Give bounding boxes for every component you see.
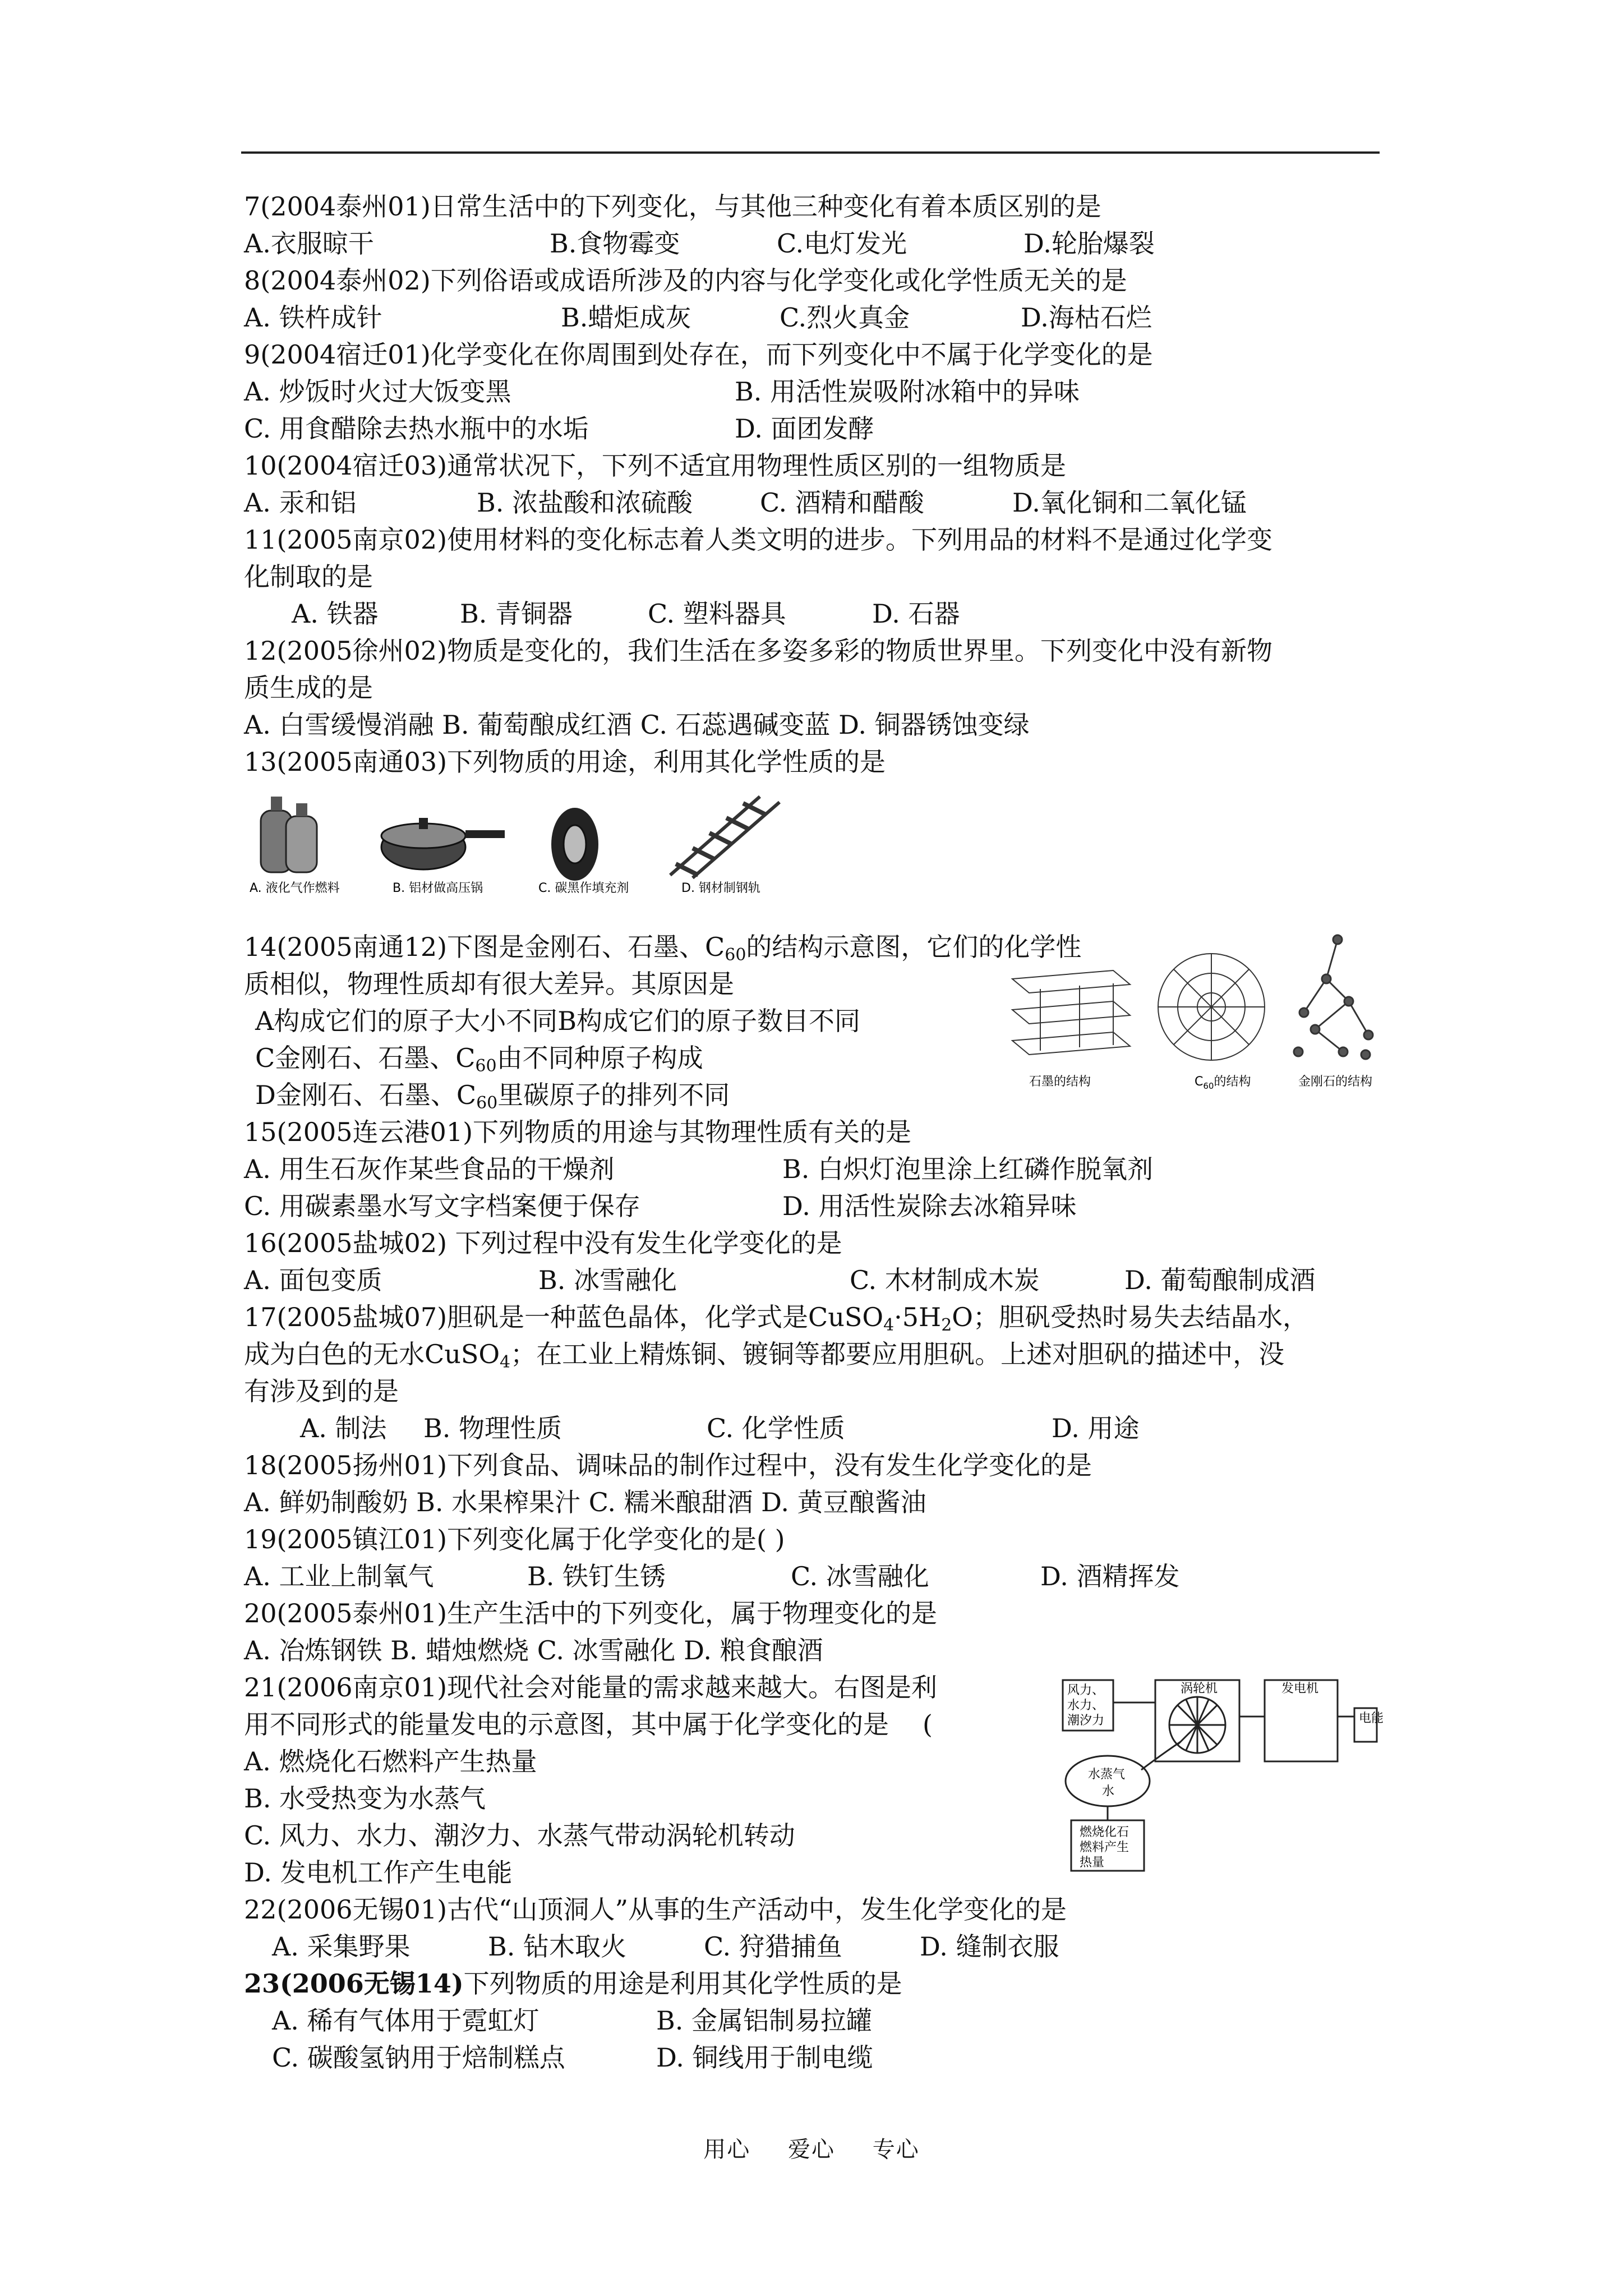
q7-option-c: C.电灯发光: [777, 228, 907, 259]
q17-stem-line1: [244, 1299, 1308, 1336]
q14-stem-post: 的结构示意图，它们的化学性: [746, 932, 1082, 962]
q21-option-a: A. 燃烧化石燃料产生热量: [244, 1746, 537, 1777]
diamond-structure-icon: [1294, 935, 1373, 1059]
q7-stem: 7(2004泰州01)日常生活中的下列变化，与其他三种变化有着本质区别的是: [244, 191, 1101, 222]
q21-label-turbine: 涡轮机: [1181, 1682, 1218, 1696]
q10-option-d: D.氧化铜和二氧化锰: [1012, 487, 1247, 518]
q8-option-b: B.蜡炬成灰: [561, 302, 691, 333]
graphite-structure-icon: [1012, 970, 1130, 1055]
q21-power-diagram: [1052, 1669, 1388, 1876]
q12-stem-line1: 12(2005徐州02)物质是变化的，我们生活在多姿多彩的物质世界里。下列变化中没有新物: [244, 636, 1273, 666]
q23-options-cd: [244, 2039, 1388, 2076]
q15-option-b: B. 白炽灯泡里涂上红磷作脱氧剂: [782, 1154, 1154, 1184]
q20-options: A. 冶炼钢铁 B. 蜡烛燃烧 C. 冰雪融化 D. 粮食酿酒: [244, 1635, 823, 1665]
q10-stem: 10(2004宿迁03)通常状况下，下列不适宜用物理性质区别的一组物质是: [244, 450, 1067, 481]
q14-stem-sub: 60: [725, 945, 746, 965]
q17-l2-b: ；在工业上精炼铜、镀铜等都要应用胆矾。上述对胆矾的描述中，没: [510, 1339, 1285, 1369]
q13-label-c: C. 碳黑作填充剂: [538, 881, 629, 895]
q21-label-fuel-1: 燃烧化石: [1080, 1825, 1129, 1839]
q9-option-d: D. 面团发酵: [735, 413, 874, 444]
q11-stem-line2: 化制取的是: [244, 562, 373, 592]
q8-option-a: A. 铁杵成针: [244, 302, 382, 333]
q9-options-cd: [244, 410, 1388, 447]
q7-option-a: A.衣服晾干: [244, 228, 374, 259]
q13-label-d: D. 钢材制钢轨: [681, 881, 760, 895]
q14-option-d: [255, 1076, 730, 1114]
q14-option-b: B构成它们的原子数目不同: [557, 1006, 861, 1036]
q14-option-a: A构成它们的原子大小不同: [255, 1006, 558, 1036]
q12-stem-line2: 质生成的是: [244, 673, 373, 703]
q19-options: [244, 1558, 1388, 1595]
q15-stem: 15(2005连云港01)下列物质的用途与其物理性质有关的是: [244, 1117, 912, 1147]
q11-option-c: C. 塑料器具: [648, 599, 786, 629]
q13-label-b: B. 铝材做高压锅: [393, 881, 483, 895]
q23-option-c: C. 碳酸氢钠用于焙制糕点: [272, 2042, 565, 2073]
footer-word-3: 专心: [872, 2137, 920, 2162]
q15-option-d: D. 用活性炭除去冰箱异味: [782, 1191, 1077, 1221]
q23-option-b: B. 金属铝制易拉罐: [656, 2005, 873, 2036]
q21-label-wind-1: 风力、: [1067, 1683, 1105, 1697]
q15-option-c: C. 用碳素墨水写文字档案便于保存: [244, 1191, 640, 1221]
q11-stem-line1: 11(2005南京02)使用材料的变化标志着人类文明的进步。下列用品的材料不是通过化学变: [244, 524, 1273, 555]
q14-stem-line1: [244, 928, 1081, 965]
q14-options-ab: [255, 1002, 860, 1039]
q21-label-wind-3: 潮汐力: [1067, 1714, 1105, 1728]
q14-option-c-pre: C金刚石、石墨、C: [255, 1043, 476, 1073]
q13-stem: 13(2005南通03)下列物质的用途，利用其化学性质的是: [244, 747, 886, 777]
q21-label-generator: 发电机: [1281, 1682, 1319, 1696]
q14-option-c-sub: 60: [475, 1056, 497, 1076]
q18-options: A. 鲜奶制酸奶 B. 水果榨果汁 C. 糯米酿甜酒 D. 黄豆酿酱油: [244, 1487, 926, 1517]
q8-option-c: C.烈火真金: [780, 302, 910, 333]
pressure-cooker-icon: [381, 818, 505, 869]
q17-stem-line2: [244, 1336, 1284, 1373]
q9-option-c: C. 用食醋除去热水瓶中的水垢: [244, 413, 589, 444]
q11-option-d: D. 石器: [872, 599, 960, 629]
q17-option-c: C. 化学性质: [707, 1413, 845, 1443]
q14-stem-line2: 质相似，物理性质却有很大差异。其原因是: [244, 969, 734, 999]
q21-label-power: 电能: [1359, 1711, 1384, 1726]
q19-option-d: D. 酒精挥发: [1040, 1561, 1180, 1591]
q21-label-steam: 水蒸气: [1088, 1768, 1126, 1782]
q7-options: [244, 225, 1388, 262]
q17-l2-a: 成为白色的无水CuSO: [244, 1339, 500, 1369]
q7-option-b: B.食物霉变: [550, 228, 680, 259]
q14-label-c60-pre: C: [1195, 1075, 1204, 1089]
q19-stem: 19(2005镇江01)下列变化属于化学变化的是( ): [244, 1524, 785, 1554]
q17-option-d: D. 用途: [1052, 1413, 1140, 1443]
q10-option-b: B. 浓盐酸和浓硫酸: [477, 487, 693, 518]
q14-label-c60: [1195, 1075, 1251, 1091]
q22-option-c: C. 狩猎捕鱼: [704, 1931, 842, 1962]
q21-label-water: 水: [1102, 1784, 1115, 1798]
q9-options-ab: [244, 373, 1388, 410]
q11-options: [244, 595, 1388, 632]
q17-option-a: A. 制法: [300, 1413, 387, 1443]
q22-option-a: A. 采集野果: [272, 1931, 411, 1962]
q22-option-b: B. 钻木取火: [488, 1931, 627, 1962]
q12-options: A. 白雪缓慢消融 B. 葡萄酿成红酒 C. 石蕊遇碱变蓝 D. 铜器锈蚀变绿: [244, 710, 1030, 740]
q8-option-d: D.海枯石烂: [1021, 302, 1152, 333]
q14-structure-figure: [1001, 917, 1382, 1108]
q10-option-a: A. 汞和铝: [244, 487, 357, 518]
rail-track-icon: [670, 797, 780, 878]
q13-label-a: A. 液化气作燃料: [250, 881, 340, 895]
q21-option-c: C. 风力、水力、潮汐力、水蒸气带动涡轮机转动: [244, 1820, 795, 1851]
q23-option-d: D. 铜线用于制电缆: [656, 2042, 873, 2073]
q14-option-d-sub: 60: [476, 1093, 498, 1113]
q19-option-a: A. 工业上制氧气: [244, 1561, 434, 1591]
q14-label-c60-sub: 60: [1203, 1081, 1214, 1091]
q14-label-graphite: 石墨的结构: [1029, 1075, 1091, 1089]
q17-stem-line3: 有涉及到的是: [244, 1376, 399, 1406]
gas-cylinder-icon: [261, 797, 317, 872]
q14-label-diamond: 金刚石的结构: [1298, 1075, 1373, 1089]
q17-option-b: B. 物理性质: [423, 1413, 562, 1443]
q23-option-a: A. 稀有气体用于霓虹灯: [272, 2005, 540, 2036]
q15-options-ab: [244, 1151, 1388, 1188]
q16-option-c: C. 木材制成木炭: [850, 1265, 1040, 1295]
q8-stem: 8(2004泰州02)下列俗语或成语所涉及的内容与化学变化或化学性质无关的是: [244, 265, 1127, 296]
q21-label-fuel-3: 热量: [1080, 1856, 1105, 1870]
q14-option-d-post: 里碳原子的排列不同: [497, 1080, 730, 1110]
q16-stem: 16(2005盐城02) 下列过程中没有发生化学变化的是: [244, 1228, 842, 1258]
q10-option-c: C. 酒精和醋酸: [760, 487, 924, 518]
footer-word-1: 用心: [703, 2137, 751, 2162]
q17-l1-c: O；胆矾受热时易失去结晶水，: [952, 1302, 1308, 1332]
q11-option-b: B. 青铜器: [460, 599, 573, 629]
q21-answer-paren: (: [923, 1709, 933, 1740]
q8-options: [244, 299, 1388, 336]
q18-stem: 18(2005扬州01)下列食品、调味品的制作过程中，没有发生化学变化的是: [244, 1450, 1092, 1480]
q21-label-fuel-2: 燃料产生: [1080, 1841, 1129, 1855]
q17-l1-sub2: 2: [941, 1315, 952, 1335]
q23-stem: [244, 1965, 902, 2002]
c60-structure-icon: [1158, 954, 1265, 1060]
q21-stem-line2-text: 用不同形式的能量发电的示意图，其中属于化学变化的是: [244, 1709, 889, 1740]
q10-options: [244, 484, 1388, 521]
q11-option-a: A. 铁器: [292, 599, 379, 629]
q14-option-c-post: 由不同种原子构成: [496, 1043, 703, 1073]
q9-option-a: A. 炒饭时火过大饭变黑: [244, 376, 511, 407]
q17-l1-b: ·5H: [894, 1302, 942, 1332]
q14-option-d-pre: D金刚石、石墨、C: [255, 1080, 477, 1110]
tire-icon: [551, 808, 598, 881]
q17-l1-sub1: 4: [883, 1315, 895, 1335]
q13-figure: [244, 785, 816, 895]
q19-option-c: C. 冰雪融化: [791, 1561, 929, 1591]
q21-stem-line1: 21(2006南京01)现代社会对能量的需求越来越大。右图是利: [244, 1672, 938, 1703]
q21-label-wind-2: 水力、: [1067, 1699, 1105, 1713]
q21-option-d: D. 发电机工作产生电能: [244, 1857, 513, 1888]
q23-stem-text: 下列物质的用途是利用其化学性质的是: [463, 1968, 902, 1999]
q14-option-c: [255, 1039, 703, 1076]
q9-stem: 9(2004宿迁01)化学变化在你周围到处存在，而下列变化中不属于化学变化的是: [244, 339, 1153, 370]
footer-word-2: 爱心: [788, 2137, 835, 2162]
q15-options-cd: [244, 1188, 1388, 1225]
q21-option-b: B. 水受热变为水蒸气: [244, 1783, 486, 1814]
q17-options: [244, 1410, 1388, 1447]
q17-l1-a: 17(2005盐城07)胆矾是一种蓝色晶体，化学式是CuSO: [244, 1302, 884, 1332]
q23-options-ab: [244, 2002, 1388, 2039]
q16-option-b: B. 冰雪融化: [538, 1265, 677, 1295]
page-footer: [0, 2132, 1623, 2164]
q14-label-c60-post: 的结构: [1214, 1075, 1251, 1089]
q22-stem: 22(2006无锡01)古代“山顶洞人”从事的生产活动中，发生化学变化的是: [244, 1894, 1067, 1925]
q17-l2-sub: 4: [500, 1352, 511, 1372]
q16-option-a: A. 面包变质: [244, 1265, 382, 1295]
header-rule: [241, 151, 1380, 154]
q14-stem-pre: 14(2005南通12)下图是金刚石、石墨、C: [244, 932, 725, 962]
q22-option-d: D. 缝制衣服: [920, 1931, 1059, 1962]
q20-stem: 20(2005泰州01)生产生活中的下列变化，属于物理变化的是: [244, 1598, 938, 1628]
q16-options: [244, 1262, 1388, 1299]
q19-option-b: B. 铁钉生锈: [527, 1561, 666, 1591]
q15-option-a: A. 用生石灰作某些食品的干燥剂: [244, 1154, 615, 1184]
q23-stem-number: 23(2006无锡14): [244, 1968, 464, 1999]
q16-option-d: D. 葡萄酿制成酒: [1124, 1265, 1316, 1295]
turbine-icon: [1169, 1697, 1225, 1753]
q22-options: [244, 1928, 1388, 1965]
q21-stem-line2: [244, 1706, 933, 1743]
q9-option-b: B. 用活性炭吸附冰箱中的异味: [735, 376, 1080, 407]
q7-option-d: D.轮胎爆裂: [1023, 228, 1155, 259]
